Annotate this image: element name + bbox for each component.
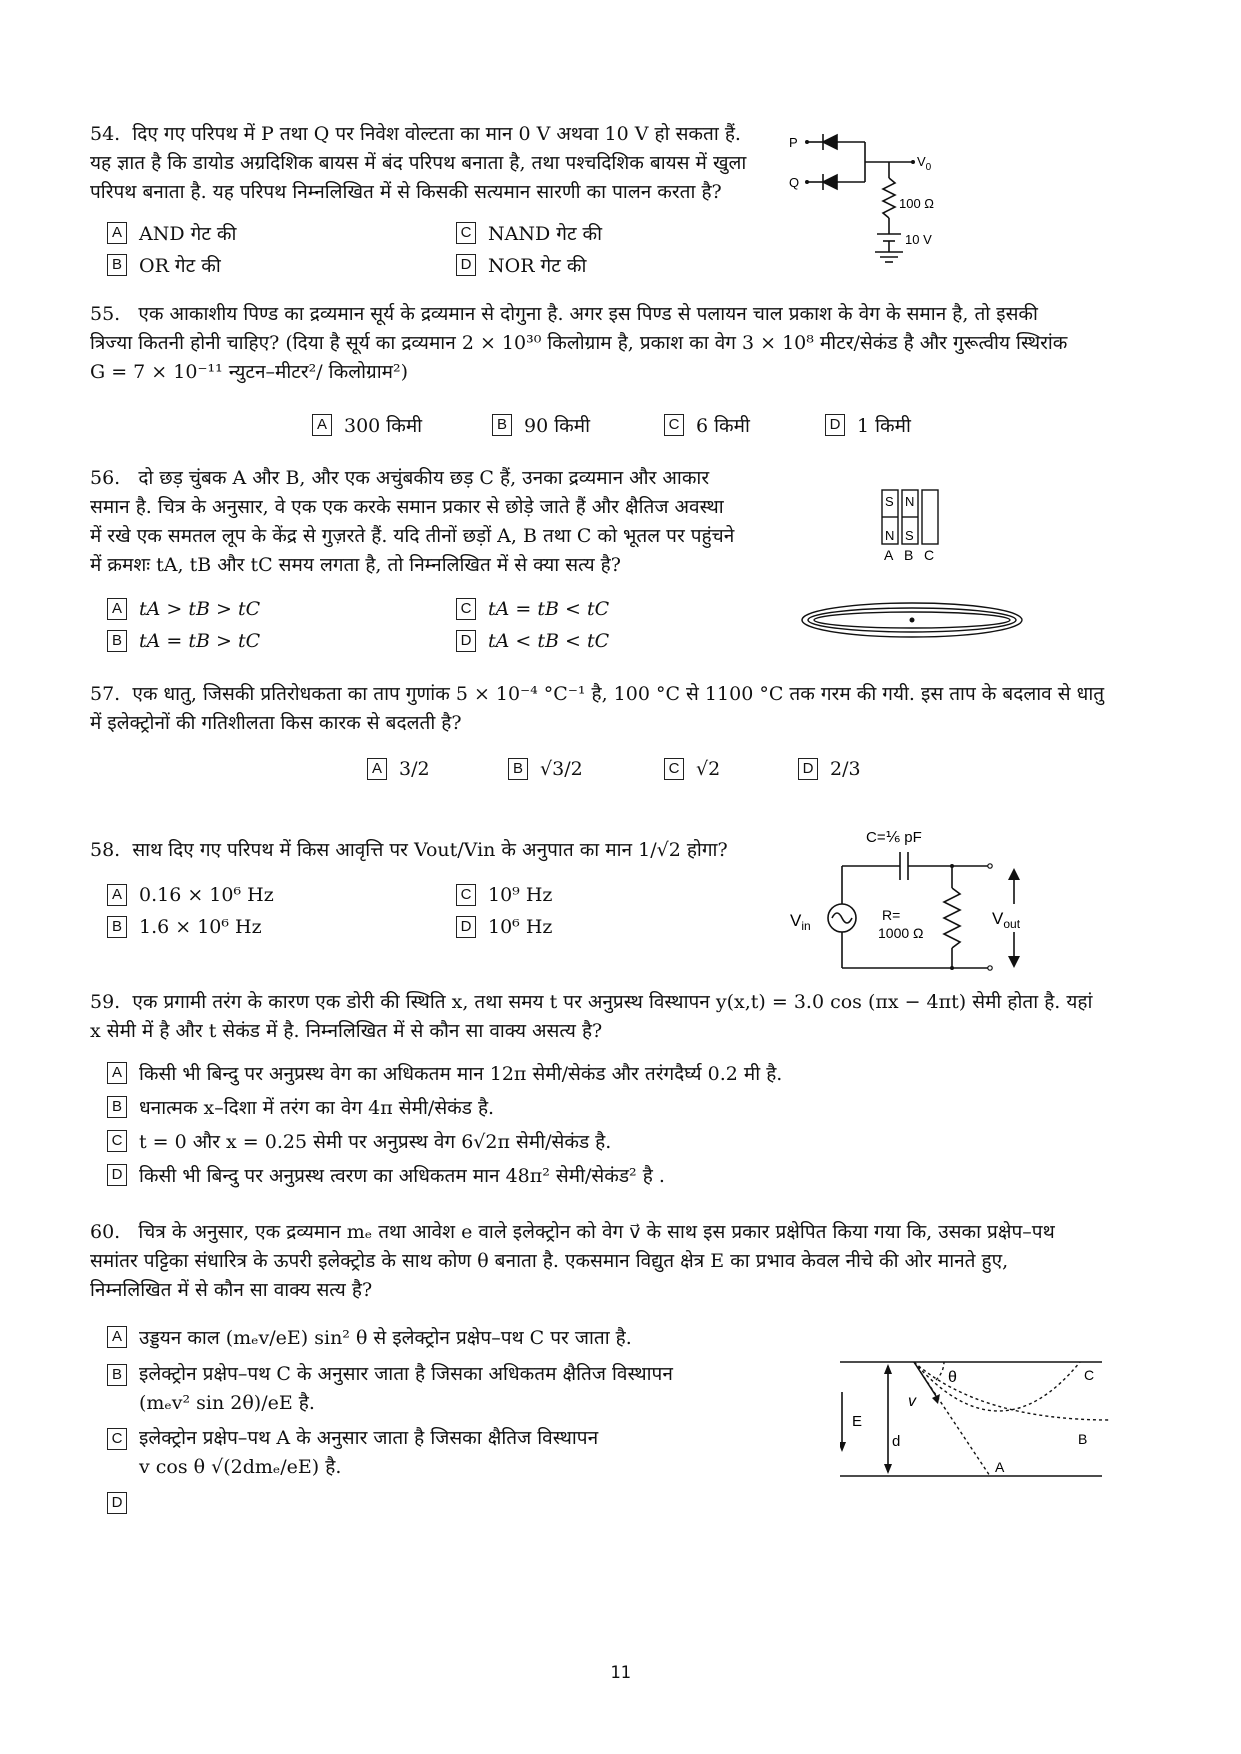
question-59	[90, 988, 1150, 1046]
option-key: D	[456, 254, 476, 276]
label-n: N	[905, 494, 915, 509]
label-c: C	[1084, 1367, 1095, 1383]
option-d[interactable]	[798, 758, 861, 780]
option-d[interactable]	[456, 630, 609, 652]
question-text: G = 7 × 10⁻¹¹ न्युटन–मीटर²/ किलोग्राम²)	[90, 361, 409, 383]
question-number: 57.	[90, 683, 121, 705]
option-key: B	[107, 1096, 127, 1118]
label-e: E	[852, 1413, 863, 1430]
option-key: A	[107, 1326, 127, 1348]
option-key: A	[107, 884, 127, 906]
question-number: 58.	[90, 839, 121, 861]
option-c[interactable]	[456, 598, 609, 620]
option-text: 90 किमी	[524, 415, 591, 437]
question-text: समान है. चित्र के अनुसार, वे एक एक करके समान प्रकार से छोड़े जाते हैं और क्षैतिज अवस्था	[90, 496, 724, 518]
option-key: B	[107, 1364, 127, 1386]
question-number: 60.	[90, 1221, 121, 1243]
label-resistor: 100 Ω	[899, 196, 935, 211]
label-a: A	[884, 547, 894, 563]
svg-text:Vin: $V_{in}$	[790, 911, 811, 933]
option-key: D	[456, 630, 476, 652]
option-key: C	[456, 884, 476, 906]
question-number: 59.	[90, 991, 121, 1013]
question-text: में रखे एक समतल लूप के केंद्र से गुज़रते हैं. यदि तीनों छड़ों A, B तथा C को भूतल पर पहुंचने	[90, 525, 735, 547]
question-text: दो छड़ चुंबक A और B, और एक अचुंबकीय छड़ C हैं, उनका द्रव्यमान और आकार	[138, 467, 710, 489]
option-key: A	[367, 758, 387, 780]
option-c[interactable]	[107, 1424, 598, 1482]
option-text: t = 0 और x = 0.25 सेमी पर अनुप्रस्थ वेग 6√2π सेमी/सेकंड है.	[139, 1131, 612, 1153]
option-key: A	[312, 414, 332, 436]
question-text: यह ज्ञात है कि डायोड अग्रदिशिक बायस में बंद परिपथ बनाता है, तथा पश्चदिशिक बायस में खुला	[90, 152, 747, 174]
question-number: 55.	[90, 303, 121, 325]
label-q: Q	[789, 175, 800, 190]
label-r: R=	[882, 907, 901, 923]
page-number: 11	[610, 1663, 631, 1683]
option-text: 3/2	[399, 758, 430, 780]
option-key: C	[456, 598, 476, 620]
option-b[interactable]	[492, 412, 590, 438]
option-text: किसी भी बिन्दु पर अनुप्रस्थ वेग का अधिकतम मान 12π सेमी/सेकंड और तरंगदैर्घ्य 0.2 मी है.	[139, 1063, 783, 1085]
question-57	[90, 680, 1150, 738]
label-vout: V	[992, 909, 1004, 928]
option-text: उड्डयन काल (mₑv/eE) sin² θ से इलेक्ट्रोन प्रक्षेप–पथ C पर जाता है.	[139, 1327, 632, 1349]
option-key: B	[107, 630, 127, 652]
option-key: D	[107, 1492, 127, 1514]
question-60	[90, 1218, 1150, 1305]
option-b[interactable]	[508, 758, 583, 780]
label-v: v	[908, 1393, 916, 1410]
option-text: √2	[696, 758, 721, 780]
option-c[interactable]	[664, 412, 750, 438]
label-n: N	[885, 528, 895, 543]
label-vin: V	[790, 911, 802, 930]
question-number: 54.	[90, 123, 121, 145]
option-b[interactable]	[107, 252, 221, 278]
option-a[interactable]	[107, 1324, 632, 1350]
capacitor-trajectory-figure	[840, 1350, 1110, 1490]
label-a: A	[995, 1459, 1005, 1475]
option-text: tA > tB > tC	[139, 598, 261, 620]
question-text: त्रिज्या कितनी होनी चाहिए? (दिया है सूर्य का द्रव्यमान 2 × 10³⁰ किलोग्राम है, प्रकाश का वेग 3 × 10⁸ मीटर/सेकंड है और गुरूत्वीय स्थिरांक	[90, 332, 1068, 354]
question-text: चित्र के अनुसार, एक द्रव्यमान mₑ तथा आवेश e वाले इलेक्ट्रोन को वेग v⃗ के साथ इस प्रकार प्रक्षेपित किया गया कि, उसका प्रक्षेप–पथ	[138, 1221, 1055, 1243]
option-key: C	[456, 222, 476, 244]
question-text: एक आकाशीय पिण्ड का द्रव्यमान सूर्य के द्रव्यमान से दोगुना है. अगर इस पिण्ड से पलायन चाल प्रकाश के वेग के समान है, तो इसकी	[138, 303, 1038, 325]
option-key: C	[664, 414, 684, 436]
question-text: में क्रमशः tA, tB और tC समय लगता है, तो निम्नलिखित में से क्या सत्य है?	[90, 554, 621, 576]
option-text: 1.6 × 10⁶ Hz	[139, 916, 262, 938]
question-text: दिए गए परिपथ में P तथा Q पर निवेश वोल्टता का मान 0 V अथवा 10 V हो सकता हैं.	[132, 123, 741, 145]
option-key: B	[508, 758, 528, 780]
svg-text:V0: $V_0$	[917, 154, 932, 173]
question-text: साथ दिए गए परिपथ में किस आवृत्ति पर Vout/Vin के अनुपात का मान 1/√2 होगा?	[132, 839, 728, 861]
label-battery: 10 V	[905, 232, 932, 247]
question-text: एक धातु, जिसकी प्रतिरोधकता का ताप गुणांक 5 × 10⁻⁴ °C⁻¹ है, 100 °C से 1100 °C तक गरम की गयी. इस ताप के बदलाव से धातु	[132, 683, 1105, 705]
option-d[interactable]	[825, 412, 911, 438]
option-key: C	[107, 1130, 127, 1152]
question-text: x सेमी में है और t सेकंड में है. निम्नलिखित में से कौन सा वाक्य असत्य है?	[90, 1020, 603, 1042]
option-a[interactable]	[107, 884, 274, 906]
option-c[interactable]	[664, 758, 720, 780]
option-text: √3/2	[540, 758, 583, 780]
option-c[interactable]	[107, 1128, 611, 1154]
option-b[interactable]	[107, 1094, 494, 1120]
label-p: P	[789, 135, 798, 150]
option-c[interactable]	[456, 220, 602, 246]
question-text: में इलेक्ट्रोनों की गतिशीलता किस कारक से बदलती है?	[90, 712, 462, 734]
option-key: B	[107, 254, 127, 276]
option-text: (mₑv² sin 2θ)/eE है.	[139, 1392, 315, 1414]
option-text: धनात्मक x–दिशा में तरंग का वेग 4π सेमी/सेकंड है.	[139, 1097, 495, 1119]
question-54	[90, 120, 780, 207]
option-key: D	[825, 414, 845, 436]
label-b: B	[1078, 1431, 1088, 1447]
option-d[interactable]	[456, 916, 552, 938]
option-d[interactable]	[107, 1162, 665, 1188]
option-key: A	[107, 1062, 127, 1084]
label-v0: V	[917, 154, 926, 169]
magnet-loop-figure	[800, 488, 1040, 648]
question-55	[90, 300, 1150, 387]
option-a[interactable]	[107, 220, 236, 246]
option-text: इलेक्ट्रोन प्रक्षेप–पथ C के अनुसार जाता है जिसका अधिकतम क्षैतिज विस्थापन	[139, 1363, 673, 1385]
label-b: B	[904, 547, 914, 563]
question-58	[90, 836, 790, 865]
option-text: किसी भी बिन्दु पर अनुप्रस्थ त्वरण का अधिकतम मान 48π² सेमी/सेकंड² है .	[139, 1165, 665, 1187]
option-text: OR गेट की	[139, 255, 221, 277]
option-key: C	[107, 1428, 127, 1450]
option-key: D	[107, 1164, 127, 1186]
label-d: d	[892, 1433, 901, 1450]
option-b[interactable]	[107, 916, 262, 938]
option-text: 6 किमी	[696, 415, 750, 437]
option-text: NOR गेट की	[488, 255, 587, 277]
svg-text:Vout: $V_{out}$	[992, 909, 1021, 931]
option-key: D	[456, 916, 476, 938]
label-s: S	[905, 528, 914, 543]
label-capacitor: C=⅙ pF	[866, 829, 922, 846]
label-c: C	[924, 547, 935, 563]
option-b[interactable]	[107, 630, 260, 652]
option-text: tA = tB > tC	[139, 630, 261, 652]
question-number: 56.	[90, 467, 121, 489]
option-c[interactable]	[456, 884, 552, 906]
option-key: C	[664, 758, 684, 780]
option-text: AND गेट की	[139, 223, 237, 245]
option-key: B	[107, 916, 127, 938]
label-r-value: 1000 Ω	[878, 925, 924, 941]
option-d[interactable]	[456, 252, 586, 278]
diode-circuit-figure	[785, 128, 965, 288]
option-a[interactable]	[312, 412, 422, 438]
label-theta: θ	[948, 1369, 957, 1386]
option-text: tA < tB < tC	[488, 630, 610, 652]
option-text: 10⁶ Hz	[488, 916, 553, 938]
rc-circuit-figure	[790, 824, 1050, 984]
option-key: A	[107, 598, 127, 620]
option-a[interactable]	[367, 758, 430, 780]
option-b[interactable]	[107, 1360, 673, 1418]
label-s: S	[885, 494, 894, 509]
question-text: परिपथ बनाता है. यह परिपथ निम्नलिखित में से किसकी सत्यमान सारणी का पालन करता है?	[90, 181, 722, 203]
option-text: 300 किमी	[344, 415, 423, 437]
option-text: NAND गेट की	[488, 223, 603, 245]
question-text: एक प्रगामी तरंग के कारण एक डोरी की स्थिति x, तथा समय t पर अनुप्रस्थ विस्थापन y(x,t) = 3.0 cos (πx − 4πt) सेमी होता है. यहां	[132, 991, 1093, 1013]
question-text: समांतर पट्टिका संधारित्र के ऊपरी इलेक्ट्रोड के साथ कोण θ बनाता है. एकसमान विद्युत क्षेत्र E का प्रभाव केवल नीचे की ओर मानते हुए,	[90, 1250, 1009, 1272]
option-key: D	[798, 758, 818, 780]
option-a[interactable]	[107, 598, 260, 620]
option-text: 1 किमी	[857, 415, 911, 437]
option-key: B	[492, 414, 512, 436]
option-key: A	[107, 222, 127, 244]
question-text: निम्नलिखित में से कौन सा वाक्य सत्य है?	[90, 1279, 373, 1301]
option-text: tA = tB < tC	[488, 598, 610, 620]
option-d[interactable]	[107, 1492, 139, 1514]
option-text: v cos θ √(2dmₑ/eE) है.	[139, 1456, 342, 1478]
option-text: 0.16 × 10⁶ Hz	[139, 884, 274, 906]
option-a[interactable]	[107, 1060, 782, 1086]
option-text: 2/3	[830, 758, 861, 780]
question-56	[90, 464, 780, 580]
option-text: इलेक्ट्रोन प्रक्षेप–पथ A के अनुसार जाता है जिसका क्षैतिज विस्थापन	[139, 1427, 599, 1449]
option-text: 10⁹ Hz	[488, 884, 553, 906]
